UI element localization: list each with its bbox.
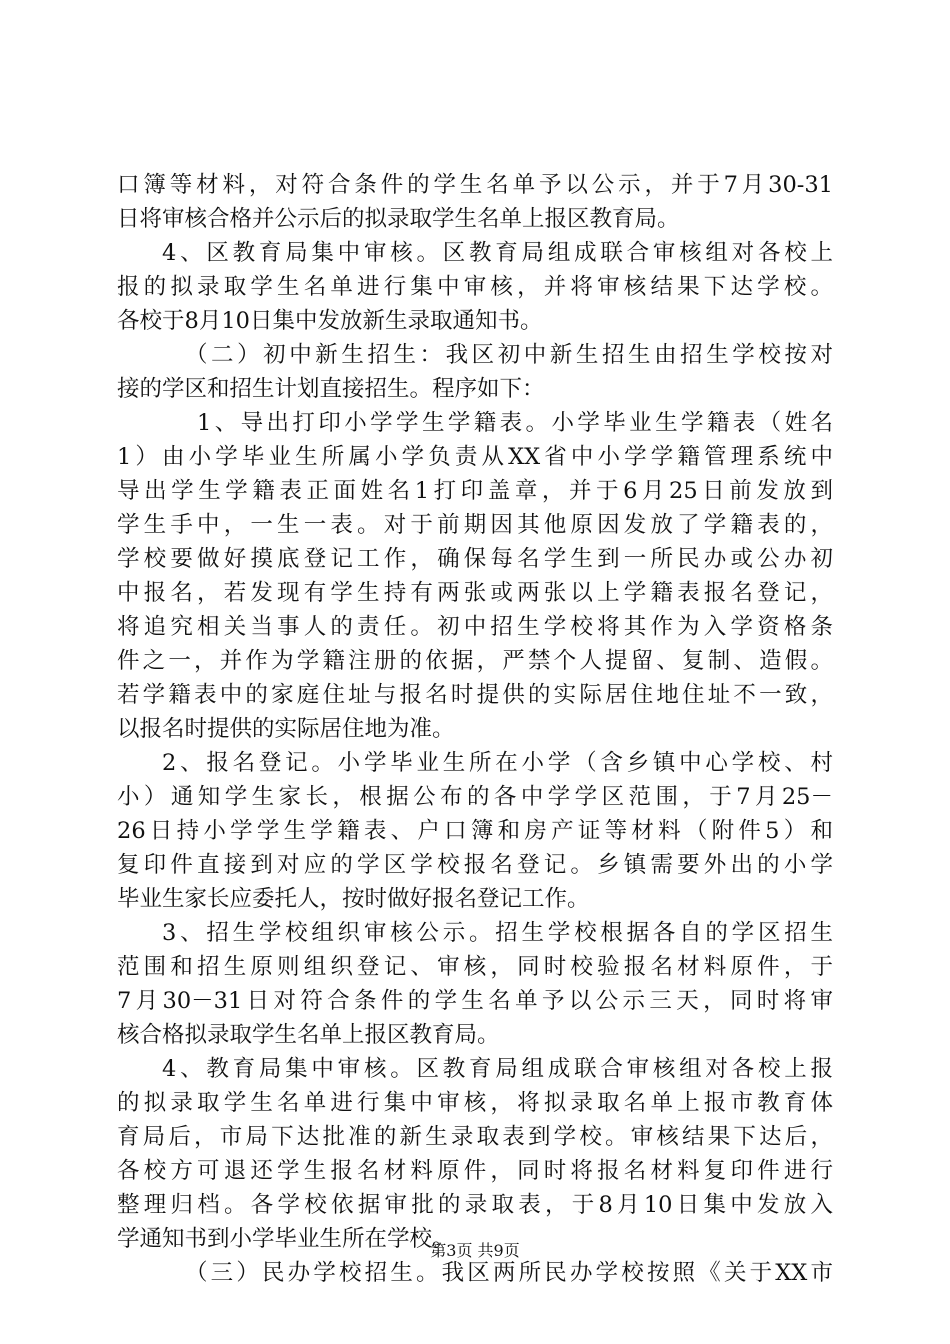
paragraph-line: 1、导出打印小学学生学籍表。小学毕业生学籍表（姓名 <box>197 410 833 436</box>
text-line: 1）由小学毕业生所属小学负责从XX省中小学学籍管理系统中 <box>117 444 833 470</box>
text-line: 将追究相关当事人的责任。初中招生学校将其作为入学资格条 <box>117 614 833 640</box>
section-heading-line: （二）初中新生招生：我区初中新生招生由招生学校按对 <box>185 342 833 368</box>
paragraph-line: 3、招生学校组织审核公示。招生学校根据各自的学区招生 <box>162 920 833 946</box>
text-line: 日将审核合格并公示后的拟录取学生名单上报区教育局。 <box>117 206 680 232</box>
text-line: 复印件直接到对应的学区学校报名登记。乡镇需要外出的小学 <box>117 852 833 878</box>
text-line: 小）通知学生家长，根据公布的各中学学区范围，于7月25－ <box>117 784 833 810</box>
text-line: 件之一，并作为学籍注册的依据，严禁个人提留、复制、造假。 <box>117 648 833 674</box>
text-line: 导出学生学籍表正面姓名1打印盖章，并于6月25日前发放到 <box>117 478 833 504</box>
paragraph-line: 4、教育局集中审核。区教育局组成联合审核组对各校上报 <box>162 1056 833 1082</box>
paragraph-line: 2、报名登记。小学毕业生所在小学（含乡镇中心学校、村 <box>162 750 833 776</box>
text-line: 学生手中，一生一表。对于前期因其他原因发放了学籍表的， <box>117 512 833 538</box>
text-line: 接的学区和招生计划直接招生。程序如下： <box>117 376 545 402</box>
text-line: 以报名时提供的实际居住地为准。 <box>117 716 455 742</box>
text-line: 学校要做好摸底登记工作，确保每名学生到一所民办或公办初 <box>117 546 833 572</box>
text-line: 整理归档。各学校依据审批的录取表，于8月10日集中发放入 <box>117 1192 833 1218</box>
text-line: 育局后，市局下达批准的新生录取表到学校。审核结果下达后， <box>117 1124 833 1150</box>
text-line: 报的拟录取学生名单进行集中审核，并将审核结果下达学校。 <box>117 274 833 300</box>
text-line: 各校方可退还学生报名材料原件，同时将报名材料复印件进行 <box>117 1158 833 1184</box>
paragraph-line: 4、区教育局集中审核。区教育局组成联合审核组对各校上 <box>162 240 833 266</box>
text-line: 若学籍表中的家庭住址与报名时提供的实际居住地住址不一致， <box>117 682 833 708</box>
document-body <box>117 168 833 1290</box>
text-line: 中报名，若发现有学生持有两张或两张以上学籍表报名登记， <box>117 580 833 606</box>
text-line: 核合格拟录取学生名单上报区教育局。 <box>117 1022 500 1048</box>
text-line: 的拟录取学生名单进行集中审核，将拟录取名单上报市教育体 <box>117 1090 833 1116</box>
section-heading-line: （三）民办学校招生。我区两所民办学校按照《关于XX市 <box>185 1260 833 1286</box>
text-line: 7月30－31日对符合条件的学生名单予以公示三天，同时将审 <box>117 988 833 1014</box>
text-line: 毕业生家长应委托人，按时做好报名登记工作。 <box>117 886 590 912</box>
text-line: 范围和招生原则组织登记、审核，同时校验报名材料原件，于 <box>117 954 833 980</box>
text-line: 各校于8月10日集中发放新生录取通知书。 <box>117 308 543 334</box>
text-line: 26日持小学学生学籍表、户口簿和房产证等材料（附件5）和 <box>117 818 833 844</box>
page-number-footer: 第3页 共9页 <box>430 1241 520 1260</box>
text-line: 学通知书到小学毕业生所在学校。 <box>117 1226 455 1252</box>
text-line: 口簿等材料，对符合条件的学生名单予以公示，并于7月30-31 <box>117 172 833 198</box>
